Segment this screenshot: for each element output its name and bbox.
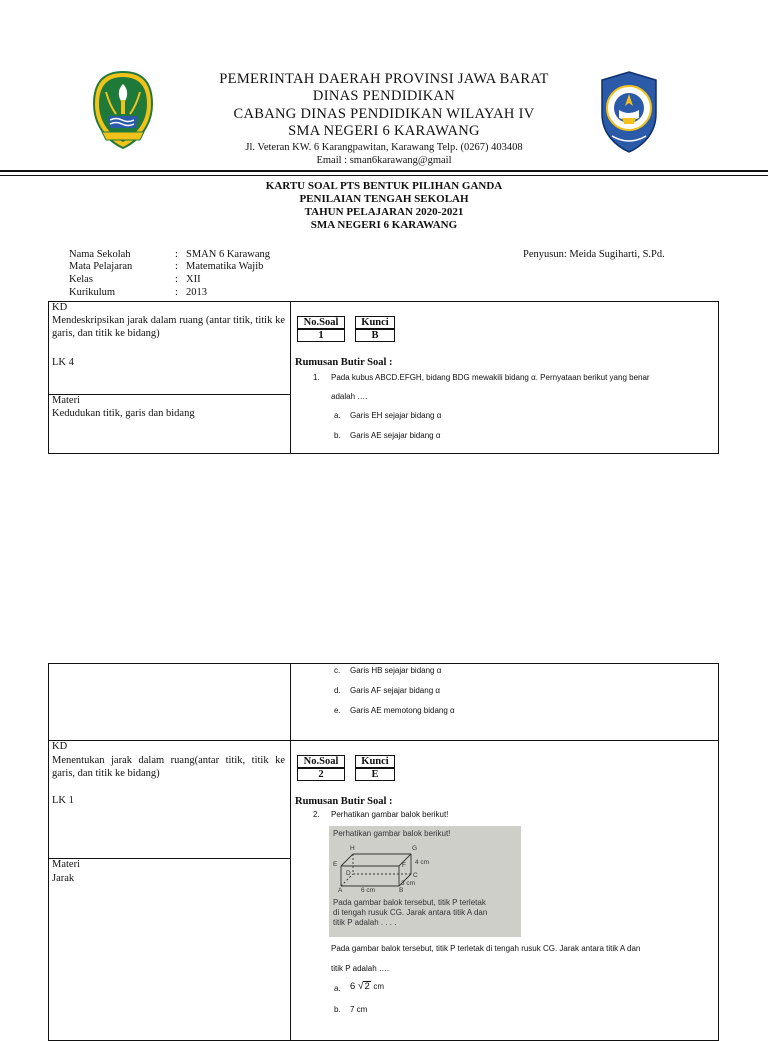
photo-text-line1: Pada gambar balok tersebut, titik P terletak — [333, 898, 486, 907]
subject-label: Mata Pelajaran — [69, 261, 133, 272]
card2-kd-text: Menentukan jarak dalam ruang(antar titik, titik ke garis, dan titik ke bidang) — [52, 755, 285, 779]
class-label: Kelas — [69, 274, 93, 285]
info-colon: : — [175, 274, 178, 285]
card1-kd-text: Mendeskripsikan jarak dalam ruang (antar titik, titik ke garis, dan titik ke bidang) — [52, 315, 285, 339]
header-address: Jl. Veteran KW. 6 Karangpawitan, Karawang Telp. (0267) 403408 — [245, 142, 523, 153]
header-rule-thin — [0, 175, 768, 176]
sma-emblem-logo — [598, 70, 660, 154]
school-label: Nama Sekolah — [69, 249, 131, 260]
card1-divider — [290, 301, 291, 454]
card1-option-a-letter: a. — [334, 411, 341, 420]
card2-option-a-letter: a. — [334, 984, 341, 993]
card1-materi-divider — [48, 394, 290, 395]
info-colon: : — [175, 261, 178, 272]
card2-kunci-value: E — [355, 768, 395, 781]
card-separator — [48, 740, 719, 741]
card1-option-c: Garis HB sejajar bidang α — [350, 666, 442, 675]
card1-option-a: Garis EH sejajar bidang α — [350, 411, 442, 420]
vertex-h: H — [350, 845, 355, 852]
card2-question-number: 2. — [313, 810, 320, 819]
header-department: DINAS PENDIDIKAN — [312, 88, 456, 104]
card2-materi-label: Materi — [52, 859, 80, 870]
card2-lk: LK 1 — [52, 795, 74, 806]
vertex-e: E — [333, 861, 338, 868]
card1-option-d: Garis AF sejajar bidang α — [350, 686, 440, 695]
photo-text-line2: di tengah rusuk CG. Jarak antara titik A dan — [333, 908, 488, 917]
card2-divider — [290, 663, 291, 1041]
vertex-a: A — [338, 887, 343, 894]
curriculum-label: Kurikulum — [69, 287, 116, 298]
card1-kd-label: KD — [52, 302, 68, 313]
header-branch: CABANG DINAS PENDIDIKAN WILAYAH IV — [233, 106, 535, 122]
jawa-barat-logo — [92, 70, 154, 150]
card1-question-line2: adalah …. — [331, 392, 368, 401]
card2-materi-text: Jarak — [52, 873, 75, 884]
card2-question-line2: Pada gambar balok tersebut, titik P terletak di tengah rusuk CG. Jarak antara titik A dan — [331, 944, 641, 953]
vertex-c: C — [413, 872, 418, 879]
card1-rumusan-label: Rumusan Butir Soal : — [295, 357, 393, 368]
card1-materi-text: Kedudukan titik, garis dan bidang — [52, 408, 195, 419]
card1-option-e: Garis AE memotong bidang α — [350, 706, 455, 715]
cuboid-photo — [329, 826, 521, 937]
info-colon: : — [175, 249, 178, 260]
card1-kunci-label: Kunci — [355, 316, 395, 329]
card2-materi-divider — [48, 858, 290, 859]
header-school: SMA NEGERI 6 KARAWANG — [288, 123, 480, 139]
title-school-year: TAHUN PELAJARAN 2020-2021 — [304, 206, 464, 218]
card1-materi-label: Materi — [52, 395, 80, 406]
dimension-length: 6 cm — [361, 887, 376, 894]
option-a-unit: cm — [373, 982, 385, 991]
card2-kd-label: KD — [52, 741, 68, 752]
author: Penyusun: Meida Sugiharti, S.Pd. — [523, 249, 665, 260]
vertex-g: G — [412, 845, 418, 852]
card1-option-b-letter: b. — [334, 431, 341, 440]
card2-option-a — [350, 981, 384, 993]
card2-rumusan-label: Rumusan Butir Soal : — [295, 796, 393, 807]
card2-kunci-label: Kunci — [355, 755, 395, 768]
card1-nosoal-value: 1 — [297, 329, 345, 342]
card2-question-line1: Perhatikan gambar balok berikut! — [331, 810, 449, 819]
card2-nosoal-label: No.Soal — [297, 755, 345, 768]
title-assessment: PENILAIAN TENGAH SEKOLAH — [299, 193, 469, 205]
card1-option-d-letter: d. — [334, 686, 341, 695]
card2-option-b: 7 cm — [350, 1005, 368, 1014]
sqrt-symbol-icon: √ — [357, 981, 364, 992]
card2-nosoal-value: 2 — [297, 768, 345, 781]
photo-text-line3: titik P adalah . . . . — [333, 918, 397, 927]
vertex-b: B — [399, 887, 404, 894]
card1-option-e-letter: e. — [334, 706, 341, 715]
class-value: XII — [186, 274, 201, 285]
vertex-d: D — [346, 870, 351, 877]
dimension-width: 3 cm — [401, 880, 416, 887]
school-value: SMAN 6 Karawang — [186, 249, 270, 260]
title-school: SMA NEGERI 6 KARAWANG — [310, 219, 458, 231]
dimension-height: 4 cm — [415, 859, 430, 866]
header-email: Email : sman6karawang@gmail — [316, 155, 452, 166]
subject-value: Matematika Wajib — [186, 261, 264, 272]
card1-question-number: 1. — [313, 373, 320, 382]
card1-kunci-value: B — [355, 329, 395, 342]
option-a-coefficient: 6 — [350, 981, 356, 992]
card1-option-c-letter: c. — [334, 666, 341, 675]
vertex-f: F — [402, 862, 406, 869]
card1-lk: LK 4 — [52, 357, 74, 368]
card1-option-b: Garis AE sejajar bidang α — [350, 431, 441, 440]
card1-nosoal-label: No.Soal — [297, 316, 345, 329]
option-a-radicand: 2 — [364, 981, 370, 992]
card2-option-b-letter: b. — [334, 1005, 341, 1014]
info-colon: : — [175, 287, 178, 298]
title-card-type: KARTU SOAL PTS BENTUK PILIHAN GANDA — [265, 180, 503, 192]
curriculum-value: 2013 — [186, 287, 207, 298]
photo-heading: Perhatikan gambar balok berikut! — [333, 829, 451, 838]
header-government: PEMERINTAH DAERAH PROVINSI JAWA BARAT — [219, 71, 549, 87]
header-rule-thick — [0, 170, 768, 172]
card1-question-line1: Pada kubus ABCD.EFGH, bidang BDG mewakili bidang α. Pernyataan berikut yang benar — [331, 373, 650, 382]
card2-question-line3: titik P adalah …. — [331, 964, 390, 973]
